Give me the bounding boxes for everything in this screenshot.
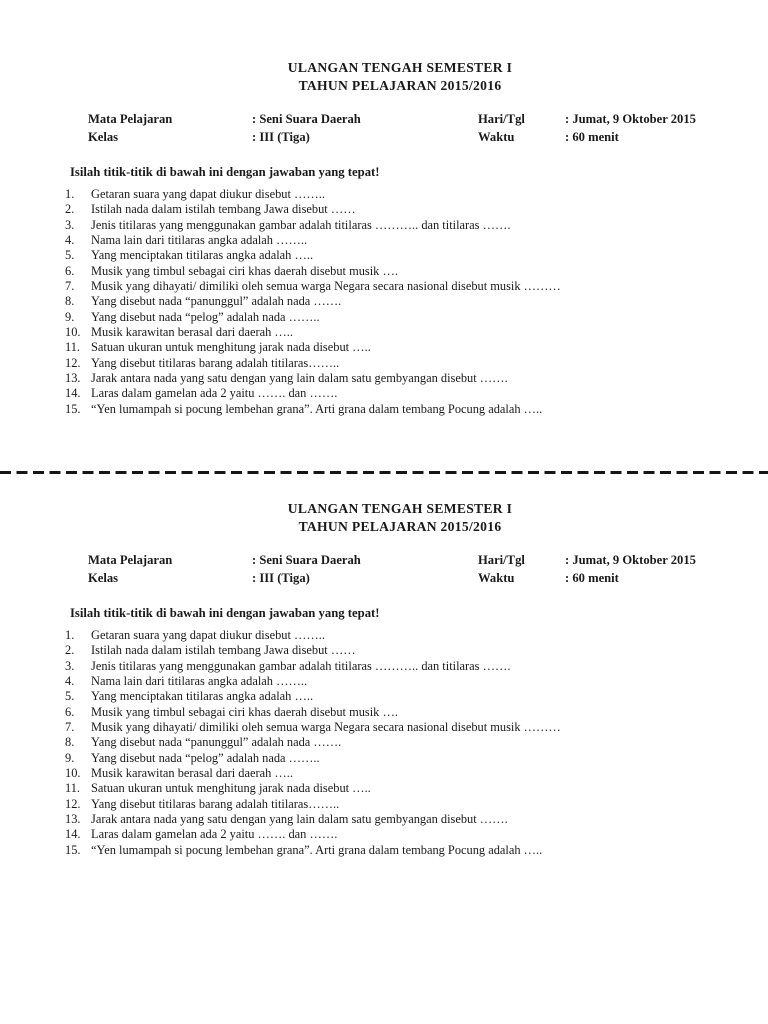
question-number: 11. [65,781,81,796]
question-text: Getaran suara yang dapat diukur disebut …….. [91,628,325,642]
question-number: 1. [65,187,75,201]
question-item [65,356,726,371]
exam-title: ULANGAN TENGAH SEMESTER I [287,60,513,75]
exam-copy-2 [0,500,768,858]
meta-label-subject: Mata Pelajaran [88,553,173,567]
question-item [65,371,726,386]
question-item [65,340,726,355]
question-item [65,628,726,643]
question-item [65,187,726,202]
question-text: Musik karawitan berasal dari daerah ….. [91,766,293,781]
meta-value-subject: : Seni Suara Daerah [252,553,361,567]
question-number: 8. [65,294,75,309]
meta-label-subject: Mata Pelajaran [88,112,173,126]
question-item [65,812,726,827]
question-item [65,674,726,689]
question-item [65,310,726,325]
question-number: 12. [65,796,81,811]
question-text: Yang menciptakan titilaras angka adalah ….. [91,248,314,263]
question-item [65,233,726,248]
question-number: 8. [65,735,75,750]
meta-row-class-time [88,129,768,147]
question-text: Jarak antara nada yang satu dengan yang lain dalam satu gembyangan disebut ……. [91,371,508,386]
question-number: 2. [65,202,75,217]
meta-value-time: : 60 menit [565,570,619,585]
question-number: 5. [65,248,75,263]
question-number: 4. [65,233,75,248]
meta-row-subject-date [88,552,768,570]
question-item [65,279,726,294]
question-item [65,402,726,417]
instruction-heading: Isilah titik-titik di bawah ini dengan jawaban yang tepat! [70,165,380,179]
meta-value-subject: : Seni Suara Daerah [252,112,361,126]
question-item [65,766,726,781]
question-text: Istilah nada dalam istilah tembang Jawa disebut …… [91,643,356,658]
question-text: Musik yang dihayati/ dimiliki oleh semua warga Negara secara nasional disebut musik ……… [91,279,561,294]
meta-value-class: : III (Tiga) [252,570,310,585]
exam-subtitle: TAHUN PELAJARAN 2015/2016 [298,78,502,93]
question-number: 3. [65,217,75,232]
question-item [65,751,726,766]
exam-header [16,59,768,95]
question-text: Jenis titilaras yang menggunakan gambar adalah titilaras ……….. dan titilaras ……. [91,658,511,673]
meta-row-class-time [88,570,768,588]
question-text: Yang disebut nada “pelog” adalah nada …….. [91,309,320,324]
question-text: Musik yang timbul sebagai ciri khas daerah disebut musik …. [91,704,398,719]
exam-copy-1 [0,59,768,417]
question-number: 10. [65,766,81,781]
question-text: Yang disebut nada “pelog” adalah nada …….. [91,750,320,765]
question-number: 14. [65,827,81,842]
question-item [65,720,726,735]
exam-header [16,500,768,536]
question-item [65,643,726,658]
meta-value-date: : Jumat, 9 Oktober 2015 [565,112,696,126]
question-text: Musik yang timbul sebagai ciri khas daerah disebut musik …. [91,263,398,278]
question-text: Musik yang dihayati/ dimiliki oleh semua warga Negara secara nasional disebut musik ……… [91,720,561,735]
question-number: 3. [65,658,75,673]
question-item [65,248,726,263]
meta-label-time: Waktu [478,129,515,144]
question-text: Nama lain dari titilaras angka adalah …….. [91,674,308,689]
meta-value-date: : Jumat, 9 Oktober 2015 [565,553,696,567]
meta-row-subject-date [88,111,768,129]
question-text: Satuan ukuran untuk menghitung jarak nada disebut ….. [91,340,371,355]
question-text: Istilah nada dalam istilah tembang Jawa disebut …… [91,202,356,217]
question-text: Laras dalam gamelan ada 2 yaitu ……. dan ……. [91,386,338,401]
exam-subtitle: TAHUN PELAJARAN 2015/2016 [298,519,502,534]
question-item [65,264,726,279]
question-number: 13. [65,371,81,386]
question-list [65,628,726,858]
question-item [65,386,726,401]
question-number: 9. [65,309,75,324]
question-number: 14. [65,386,81,401]
question-text: Yang disebut nada “panunggul” adalah nada ……. [91,294,342,309]
question-item [65,827,726,842]
question-number: 11. [65,340,81,355]
meta-label-date: Hari/Tgl [478,553,525,567]
question-text: Yang disebut nada “panunggul” adalah nada ……. [91,735,342,750]
question-text: Yang disebut titilaras barang adalah titilaras…….. [91,796,340,811]
question-text: Musik karawitan berasal dari daerah ….. [91,325,293,340]
question-number: 9. [65,750,75,765]
question-number: 4. [65,674,75,689]
question-number: 7. [65,720,75,735]
question-item [65,218,726,233]
question-number: 13. [65,812,81,827]
question-number: 10. [65,325,81,340]
question-item [65,202,726,217]
question-number: 15. [65,401,81,416]
exam-meta [88,552,768,587]
question-list [65,187,726,417]
question-text: Yang menciptakan titilaras angka adalah ….. [91,689,314,704]
question-number: 6. [65,263,75,278]
meta-label-class: Kelas [88,570,119,585]
question-number: 5. [65,689,75,704]
question-number: 12. [65,355,81,370]
question-number: 1. [65,628,75,642]
question-text: Laras dalam gamelan ada 2 yaitu ……. dan ……. [91,827,338,842]
meta-value-class: : III (Tiga) [252,129,310,144]
question-item [65,843,726,858]
question-item [65,325,726,340]
question-text: Jenis titilaras yang menggunakan gambar adalah titilaras ……….. dan titilaras ……. [91,217,511,232]
question-text: Nama lain dari titilaras angka adalah …….. [91,233,308,248]
question-item [65,797,726,812]
question-text: Satuan ukuran untuk menghitung jarak nada disebut ….. [91,781,371,796]
question-number: 7. [65,279,75,294]
question-text: “Yen lumampah si pocung lembehan grana”. Arti grana dalam tembang Pocung adalah ….. [91,842,543,857]
question-number: 15. [65,842,81,857]
question-item [65,781,726,796]
question-text: Getaran suara yang dapat diukur disebut …….. [91,187,325,201]
question-item [65,735,726,750]
meta-label-class: Kelas [88,129,119,144]
instruction-heading: Isilah titik-titik di bawah ini dengan jawaban yang tepat! [70,606,380,620]
exam-title: ULANGAN TENGAH SEMESTER I [287,501,513,516]
question-number: 6. [65,704,75,719]
question-item [65,659,726,674]
question-item [65,689,726,704]
meta-label-date: Hari/Tgl [478,112,525,126]
question-text: Yang disebut titilaras barang adalah titilaras…….. [91,355,340,370]
question-text: “Yen lumampah si pocung lembehan grana”. Arti grana dalam tembang Pocung adalah ….. [91,401,543,416]
meta-value-time: : 60 menit [565,129,619,144]
meta-label-time: Waktu [478,570,515,585]
question-item [65,705,726,720]
exam-meta [88,111,768,146]
cut-line-divider [0,471,768,474]
question-number: 2. [65,643,75,658]
question-text: Jarak antara nada yang satu dengan yang lain dalam satu gembyangan disebut ……. [91,812,508,827]
question-item [65,294,726,309]
